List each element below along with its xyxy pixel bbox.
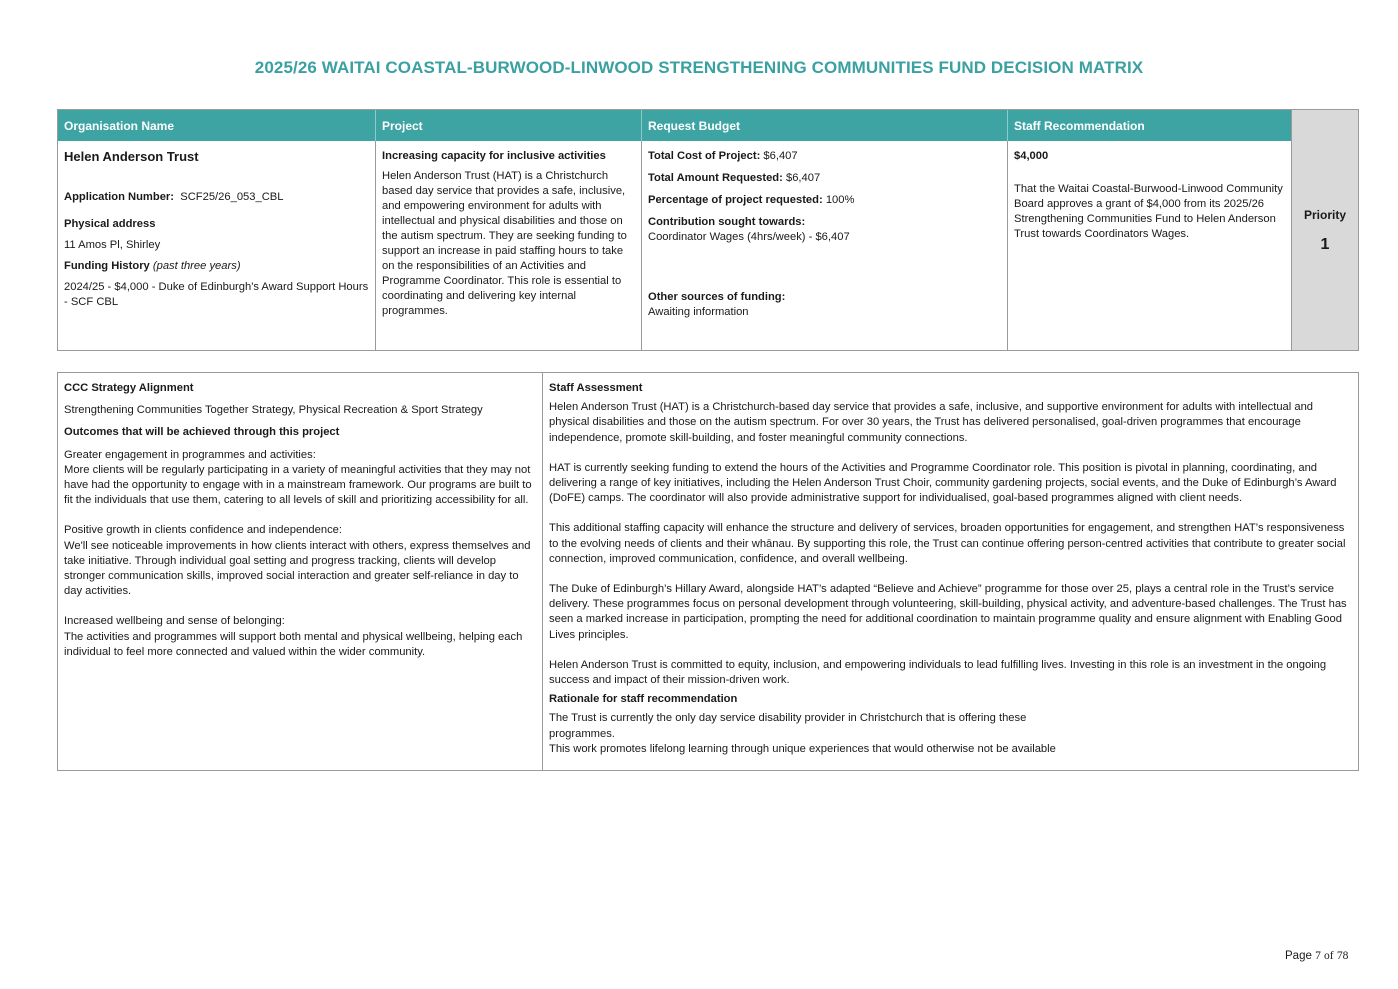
rationale-heading: Rationale for staff recommendation bbox=[549, 693, 738, 706]
outcome-title: Greater engagement in programmes and activities: bbox=[64, 448, 316, 461]
total-requested-row bbox=[648, 171, 1001, 186]
decision-matrix-table bbox=[57, 109, 1359, 351]
outcomes-heading: Outcomes that will be achieved through this project bbox=[64, 426, 340, 439]
header-organisation: Organisation Name bbox=[58, 110, 376, 141]
of-label: of bbox=[1324, 950, 1334, 962]
application-number-row bbox=[64, 190, 369, 205]
outcome-item bbox=[64, 448, 536, 509]
strategy-text: Strengthening Communities Together Strategy, Physical Recreation & Sport Strategy bbox=[64, 404, 483, 417]
header-project: Project bbox=[376, 110, 642, 141]
assessment-paragraph: HAT is currently seeking funding to extend the hours of the Activities and Programme Coordinator role. This position is pivotal in planning, coordinating, and delivering a range of key initiatives, including the Helen Anderson Trust Choir, community gardening projects, social events, and the Duke of Edinburgh’s Award (DoFE) camps. The coordinator will also provide administrative support for individualised, goal-based programmes aligned with client needs. bbox=[549, 461, 1337, 505]
total-requested: $6,407 bbox=[785, 172, 821, 184]
strategy-heading: CCC Strategy Alignment bbox=[64, 382, 194, 394]
physical-address: 11 Amos Pl, Shirley bbox=[64, 239, 161, 251]
priority-value: 1 bbox=[1320, 236, 1330, 253]
page-label: Page bbox=[1285, 950, 1312, 962]
outcome-text: We'll see noticeable improvements in how clients interact with others, express themselves and take initiative. Through individual goal setting and progress tracking, clients will develop stronger communication skills, improved social interaction and greater self-reliance in day to day activities. bbox=[64, 539, 531, 598]
budget-cell bbox=[642, 141, 1008, 350]
rationale-line: The Trust is currently the only day service disability provider in Christchurch that is offering these bbox=[549, 712, 1027, 725]
rationale-line: programmes. bbox=[549, 727, 615, 740]
application-number: SCF25/26_053_CBL bbox=[180, 191, 284, 203]
outcome-item bbox=[64, 523, 536, 599]
other-sources: Awaiting information bbox=[648, 306, 749, 318]
percentage-label: Percentage of project requested: bbox=[648, 194, 823, 206]
project-title: Increasing capacity for inclusive activities bbox=[382, 150, 606, 162]
header-budget: Request Budget bbox=[642, 110, 1008, 141]
total-cost-label: Total Cost of Project: bbox=[648, 150, 761, 162]
funding-history-heading bbox=[64, 259, 369, 274]
project-cell bbox=[376, 141, 642, 350]
header-priority: Priority bbox=[1303, 208, 1346, 222]
assessment-paragraph: The Duke of Edinburgh’s Hillary Award, alongside HAT’s adapted “Believe and Achieve” programme for those over 25, plays a central role in the Trust’s service delivery. These programmes focus on personal development through volunteering, skill-building, physical activity, and adventure-based challenges. The Trust has seen a marked increase in participation, prompting the need for additional coordination to maintain programme quality and ensure alignment with Enabling Good Lives principles. bbox=[549, 583, 1347, 641]
funding-history-label: Funding History bbox=[64, 260, 150, 272]
total-requested-label: Total Amount Requested: bbox=[648, 172, 783, 184]
total-pages: 78 bbox=[1336, 950, 1349, 962]
outcome-text: The activities and programmes will support both mental and physical wellbeing, helping each individual to feel more connected and valued within the wider community. bbox=[64, 630, 523, 658]
outcome-title: Positive growth in clients confidence and independence: bbox=[64, 524, 343, 537]
organisation-name: Helen Anderson Trust bbox=[64, 149, 199, 164]
outcome-item bbox=[64, 614, 536, 660]
page-number bbox=[1285, 950, 1348, 962]
assessment-paragraph: This additional staffing capacity will enhance the structure and delivery of services, broaden opportunities for engagement, and strengthen HAT’s responsiveness to the evolving needs of clients and their whānau. By supporting this role, the Trust can continue offering person-centred activities that contribute to greater social connection, improved communication, confidence, and overall wellbeing. bbox=[549, 522, 1346, 565]
priority-column bbox=[1291, 110, 1358, 350]
assessment-paragraph: Helen Anderson Trust (HAT) is a Christchurch-based day service that provides a safe, inclusive, and supportive environment for adults with intellectual and physical disabilities and those on the autism spectrum. For over 30 years, the Trust has delivered personalised, goal-driven programmes that encourage independence, promote skill-building, and foster meaningful community connections. bbox=[549, 401, 1314, 444]
assessment-paragraph: Helen Anderson Trust is committed to equity, inclusion, and empowering individuals to lead fulfilling lives. Investing in this role is an investment in the ongoing success and impact of their mission-driven work. bbox=[549, 658, 1327, 687]
project-description: Helen Anderson Trust (HAT) is a Christchurch based day service that provides a safe, inclusive, and empowering environment for adults with intellectual and physical disabilities and those on the autism spectrum. They are seeking funding to support an increase in paid staffing hours to take on the responsibilities of an Activities and Programme Coordinator. This role is essential to coordinating and delivering key internal programmes. bbox=[382, 170, 627, 317]
assessment-table bbox=[57, 372, 1359, 771]
strategy-cell bbox=[58, 373, 543, 770]
contribution-label: Contribution sought towards: bbox=[648, 216, 806, 228]
total-cost: $6,407 bbox=[763, 150, 798, 162]
recommendation-text: That the Waitai Coastal-Burwood-Linwood Community Board approves a grant of $4,000 from its 2025/26 Strengthening Communities Fund to Helen Anderson Trust towards Coordinators Wages. bbox=[1014, 183, 1283, 240]
outcome-text: More clients will be regularly participating in a variety of meaningful activities that they may not have had the opportunity to engage with in a mainstream framework. Our programs are built to fit the individuals that use them, catering to all levels of skill and prioritizing accessibility for all. bbox=[64, 463, 532, 507]
funding-history: 2024/25 - $4,000 - Duke of Edinburgh's Award Support Hours - SCF CBL bbox=[64, 281, 369, 308]
assessment-heading: Staff Assessment bbox=[549, 382, 643, 394]
funding-history-note: (past three years) bbox=[152, 260, 241, 272]
recommendation-cell bbox=[1008, 141, 1291, 350]
organisation-cell bbox=[58, 141, 376, 350]
current-page: 7 bbox=[1315, 950, 1321, 962]
recommended-amount: $4,000 bbox=[1014, 150, 1049, 162]
contribution: Coordinator Wages (4hrs/week) - $6,407 bbox=[648, 231, 850, 243]
other-sources-label: Other sources of funding: bbox=[648, 291, 786, 303]
assessment-cell bbox=[543, 373, 1358, 770]
document-title: 2025/26 WAITAI COASTAL-BURWOOD-LINWOOD STRENGTHENING COMMUNITIES FUND DECISION MATRIX bbox=[254, 58, 1144, 77]
application-number-label: Application Number: bbox=[64, 191, 175, 203]
total-cost-row bbox=[648, 149, 1001, 164]
percentage-row bbox=[648, 193, 1001, 208]
rationale-line: This work promotes lifelong learning through unique experiences that would otherwise not be available bbox=[549, 742, 1056, 755]
physical-address-label: Physical address bbox=[64, 218, 156, 230]
outcome-title: Increased wellbeing and sense of belonging: bbox=[64, 615, 285, 628]
percentage: 100% bbox=[825, 194, 855, 206]
header-recommendation: Staff Recommendation bbox=[1008, 110, 1291, 141]
